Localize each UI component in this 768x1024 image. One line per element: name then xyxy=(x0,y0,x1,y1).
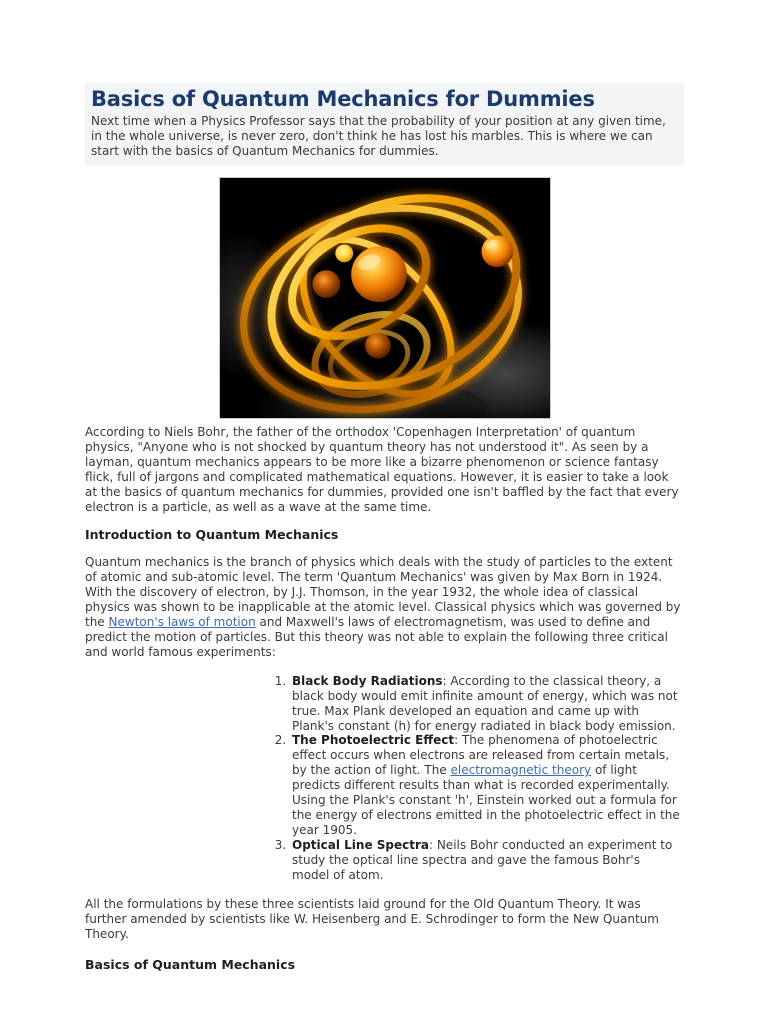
basics-heading: Basics of Quantum Mechanics xyxy=(85,957,296,973)
page-title: Basics of Quantum Mechanics for Dummies xyxy=(91,87,595,111)
list-item-text: : Neils Bohr conducted an experiment to study the optical line spectra and gave the famous Bohr's model of atom. xyxy=(292,837,673,882)
introduction-paragraph xyxy=(85,555,684,659)
introduction-heading: Introduction to Quantum Mechanics xyxy=(85,527,339,543)
newtons-laws-link[interactable]: Newton's laws of motion xyxy=(108,615,256,630)
header-block xyxy=(85,83,684,166)
list-item-label: Optical Line Spectra xyxy=(292,837,429,852)
intro-paragraph: Next time when a Physics Professor says that the probability of your position at any given time, in the whole universe, is never zero, don't think he has lost his marbles. This is where we can start with the basics of Quantum Mechanics for dummies. xyxy=(91,114,666,158)
electromagnetic-theory-link[interactable]: electromagnetic theory xyxy=(450,763,592,778)
list-item-optical-spectra xyxy=(290,838,680,883)
list-item-black-body xyxy=(290,674,680,734)
document-content xyxy=(85,83,684,972)
list-item-photoelectric xyxy=(290,733,680,837)
closing-paragraph: All the formulations by these three scientists laid ground for the Old Quantum Theory. It was further amended by scientists like W. Heisenberg and E. Schrodinger to form the New Quantum Theory. xyxy=(85,897,659,942)
list-item-label: The Photoelectric Effect xyxy=(292,733,455,748)
list-item-text-before-link: : The phenomena of photoelectric effect occurs when electrons are released from certain metals, by the action of light. The xyxy=(292,733,670,778)
list-item-text: : According to the classical theory, a black body would emit infinite amount of energy, which was not true. Max Plank developed an equation and came up with Plank's constant (h) for energy radiated in black body emission. xyxy=(292,673,678,733)
list-item-text-after-link: of light predicts different results than what is recorded experimentally. Using the Plank's constant 'h', Einstein worked out a formula for the energy of electrons emitted in the photoelectric effect in the year 1905. xyxy=(292,763,680,837)
experiments-list xyxy=(263,674,680,883)
atom-model-image xyxy=(219,177,551,419)
list-item-label: Black Body Radiations xyxy=(292,673,443,688)
figure-wrapper xyxy=(85,177,684,419)
introduction-text-before-link: Quantum mechanics is the branch of physics which deals with the study of particles to the extent of atomic and sub-atomic level. The term 'Quantum Mechanics' was given by Max Born in 1924. With the discovery of electron, by J.J. Thomson, in the year 1932, the whole idea of classical physics was shown to be inapplicable at the atomic level. Classical physics which was governed by the xyxy=(85,555,681,630)
opening-paragraph: According to Niels Bohr, the father of the orthodox 'Copenhagen Interpretation' of quantum physics, "Anyone who is not shocked by quantum theory has not understood it". As seen by a layman, quantum mechanics appears to be more like a bizarre phenomenon or science fantasy flick, full of jargons and complicated mathematical equations. However, it is easier to take a look at the basics of quantum mechanics for dummies, provided one isn't baffled by the fact that every electron is a particle, as well as a wave at the same time. xyxy=(85,425,679,514)
introduction-text-after-link: and Maxwell's laws of electromagnetism, was used to define and predict the motion of particles. But this theory was not able to explain the following three critical and world famous experiments: xyxy=(85,615,668,659)
